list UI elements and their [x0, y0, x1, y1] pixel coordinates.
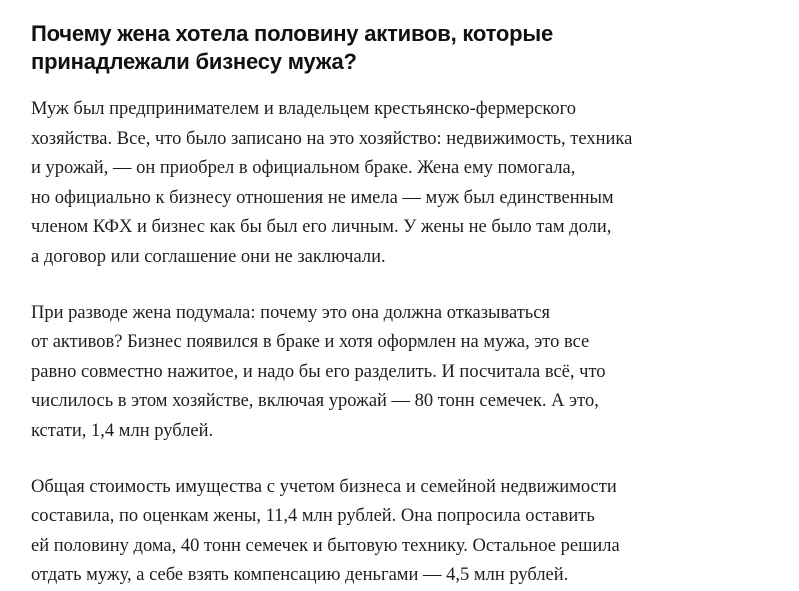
paragraph-property-valuation: Общая стоимость имущества с учетом бизнеса и семейной недвижимости составила, по оценкам жены, 11,4 млн рублей. Она попросила оставить ей половину дома, 40 тонн семечек и бытовую технику. Остальное решила отдать мужу, а себе взять компенсацию деньгами — 4,5 млн рублей.: [31, 476, 620, 586]
article: [31, 20, 781, 591]
article-heading: Почему жена хотела половину активов, которые принадлежали бизнесу мужа?: [31, 21, 553, 74]
paragraph-business-description: Муж был предпринимателем и владельцем крестьянско-фермерского хозяйства. Все, что было записано на это хозяйство: недвижимость, техника и урожай, — он приобрел в официальном браке. Жена ему помогала, но официально к бизнесу отношения не имела — муж был единственным членом КФХ и бизнес как бы был его личным. У жены не было там доли, а договор или соглашение они не заключали.: [31, 99, 633, 267]
paragraph-divorce-claim: При разводе жена подумала: почему это она должна отказываться от активов? Бизнес появился в браке и хотя оформлен на мужа, это все равно совместно нажитое, и надо бы его разделить. И посчитала всё, что числилось в этом хозяйстве, включая урожай — 80 тонн семечек. А это, кстати, 1,4 млн рублей.: [31, 302, 606, 441]
